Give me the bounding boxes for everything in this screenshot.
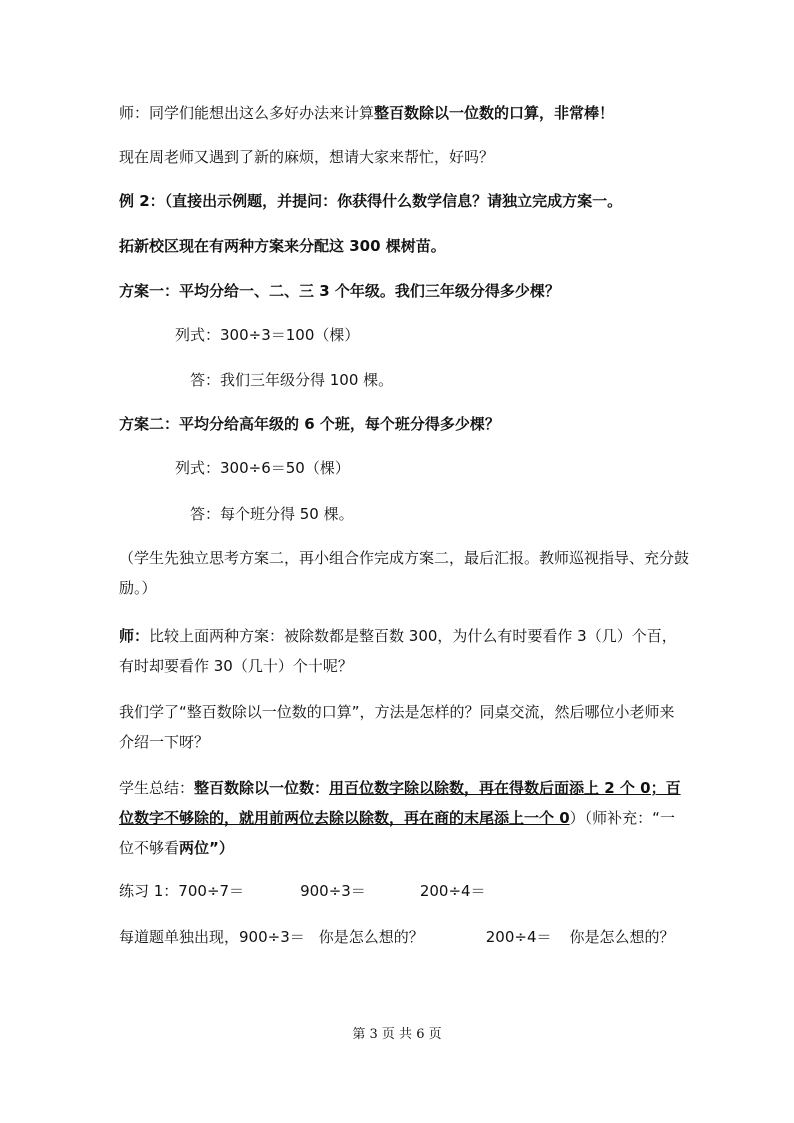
bold-text: 整百数除以一位数：: [194, 779, 330, 797]
text: 你是怎么想的？: [569, 928, 675, 946]
plan-1-answer: 答：我们三年级分得 100 棵。: [190, 371, 394, 389]
paragraph-method-question: 我们学了“整百数除以一位数的口算”，方法是怎样的？同桌交流，然后哪位小老师来介绍一下呀？: [119, 703, 675, 751]
exercise-item: 900÷3＝: [300, 882, 366, 900]
plan-2-equation: 列式：300÷6＝50（棵）: [175, 459, 350, 477]
plan-2-heading: 方案二：平均分给高年级的 6 个班，每个班分得多少棵？: [119, 415, 500, 433]
paragraph-teacher-compare: [119, 621, 689, 681]
bold-text: 整百数除以一位数的口算: [374, 104, 540, 122]
text: 师：同学们能想出这么多好办法来计算: [119, 104, 375, 122]
bold-text: 两位”）: [179, 839, 234, 857]
speaker-label: 学生总结：: [119, 779, 195, 797]
exercise-1-line: [119, 876, 694, 906]
underlined-rule: 用百位数字除以除数，再在得数后面添上 2 个 0；百位数字不够除的，就用前两位去除以除数，再在商的末尾添上一个 0: [119, 779, 681, 827]
speaker-label: 师：: [119, 627, 150, 645]
example-2-heading: 例 2：（直接出示例题，并提问：你获得什么数学信息？请独立完成方案一。: [119, 192, 623, 210]
paragraph-student-summary: [119, 773, 689, 863]
page-footer: 第 3 页 共 6 页: [352, 1027, 442, 1042]
text: ，非常棒！: [539, 104, 615, 122]
plan-2-answer: 答：每个班分得 50 棵。: [190, 505, 354, 523]
text: 200÷4＝: [485, 928, 552, 946]
text: 比较上面两种方案：被除数都是整百数 300，为什么有时要看作 3（几）个百，有时却要看作 30（几十）个十呢？: [119, 627, 677, 675]
text: ）（师补充：“一位不够看: [119, 809, 675, 857]
exercise-follow-up-line: [119, 922, 694, 952]
text: 你是怎么想的？: [318, 928, 424, 946]
exercise-item: 200÷4＝: [419, 882, 486, 900]
text: 每道题单独出现，900÷3＝: [119, 928, 305, 946]
plan-1-equation: 列式：300÷3＝100（棵）: [175, 326, 360, 344]
paragraph-student-activity: （学生先独立思考方案二，再小组合作完成方案二，最后汇报。教师巡视指导、充分鼓励。）: [119, 549, 690, 597]
paragraph-new-trouble: 现在周老师又遇到了新的麻烦，想请大家来帮忙，好吗？: [119, 148, 495, 166]
plan-1-heading: 方案一：平均分给一、二、三 3 个年级。我们三年级分得多少棵？: [119, 282, 560, 300]
exercise-item: 练习 1：700÷7＝: [119, 882, 245, 900]
paragraph-teacher-praise: [119, 98, 694, 128]
paragraph-seedlings: 拓新校区现在有两种方案来分配这 300 棵树苗。: [119, 237, 446, 255]
